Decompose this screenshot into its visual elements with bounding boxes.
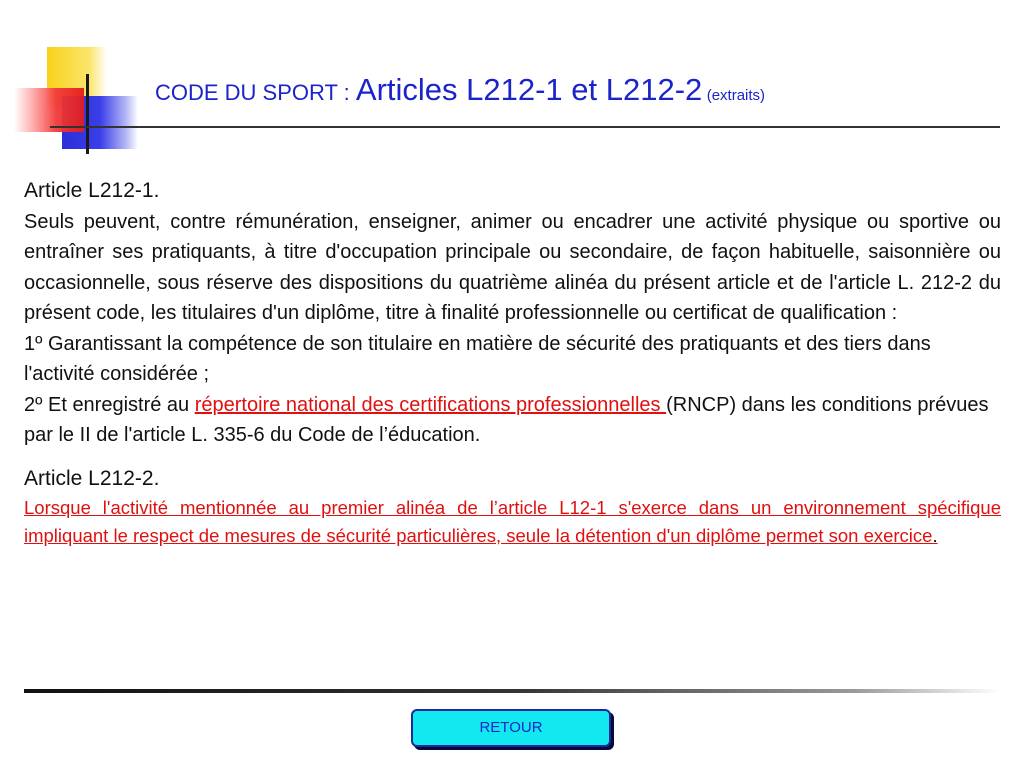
page-title	[155, 72, 765, 108]
footer-rule	[24, 689, 1000, 693]
retour-button[interactable]: RETOUR	[411, 709, 611, 747]
article1-paragraph: Seuls peuvent, contre rémunération, enseigner, animer ou encadrer une activité physique ou sportive ou entraîner ses pratiquants, à titre d'occupation principale ou secondaire, de façon habituelle, saisonnière ou occasionnelle, sous réserve des dispositions du quatrième alinéa du présent article et de l'article L. 212-2 du présent code, les titulaires d'un diplôme, titre à finalité professionnelle ou certificat de qualification :	[24, 210, 1001, 324]
article2-paragraph	[24, 494, 1001, 549]
logo-vertical-line	[86, 74, 89, 154]
article1-item2	[24, 390, 1001, 451]
article1-item2-after: (RNCP) dans les conditions prévues par le II de l'article L. 335-6 du Code de l’éducation.	[24, 393, 989, 446]
article1-item1: 1º Garantissant la compétence de son titulaire en matière de sécurité des pratiquants et des tiers dans l'activité considérée ;	[24, 332, 931, 385]
title-main: Articles L212-1 et L212-2	[355, 72, 703, 107]
article1-item2-before: 2º Et enregistré au	[24, 393, 195, 416]
slide-logo	[0, 0, 160, 160]
header-rule	[50, 126, 1000, 128]
article1-heading: Article L212-1.	[24, 179, 160, 202]
title-prefix: CODE DU SPORT :	[155, 80, 356, 105]
rncp-link[interactable]: répertoire national des certifications professionnelles	[194, 393, 667, 416]
article2-link[interactable]: Lorsque l'activité mentionnée au premier alinéa de l’article L12-1 s'exerce dans un environnement spécifique impliquant le respect de mesures de sécurité particulières, seule la détention d'un diplôme permet son exercice	[24, 497, 1001, 546]
title-suffix: (extraits)	[706, 87, 766, 104]
article2-end-punct: .	[932, 524, 938, 546]
article-content	[24, 176, 1001, 549]
article2-heading: Article L212-2.	[24, 466, 160, 490]
